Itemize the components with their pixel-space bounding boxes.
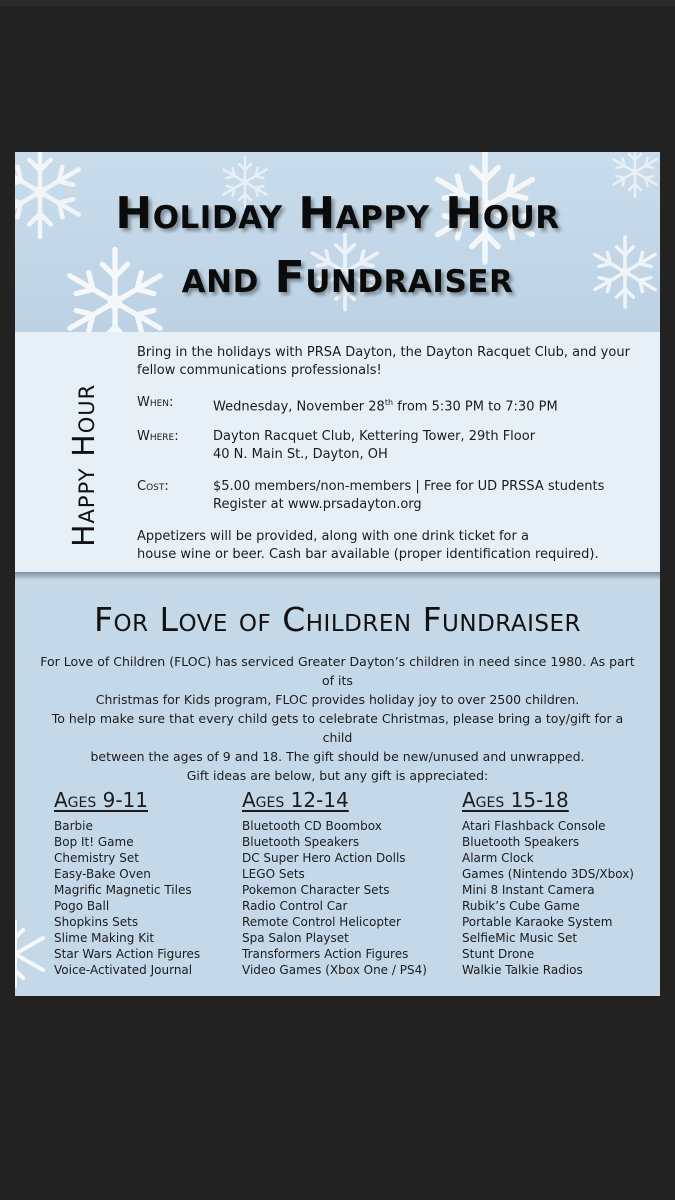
gift-item: Transformers Action Figures	[242, 947, 409, 961]
column-heading: Ages 9-11	[54, 788, 149, 812]
fundraiser-paragraph-2	[40, 709, 635, 785]
gift-item: Pogo Ball	[54, 899, 110, 913]
section-divider	[15, 572, 660, 580]
para1-line-2: Christmas for Kids program, FLOC provides holiday joy to over 2500 children.	[95, 692, 580, 707]
when-value	[213, 394, 558, 416]
happy-hour-panel	[15, 332, 660, 572]
gift-list	[54, 818, 200, 978]
note-line-1: Appetizers will be provided, along with one drink ticket for a	[137, 529, 529, 544]
gift-item: Barbie	[54, 819, 93, 833]
where-line-1: Dayton Racquet Club, Kettering Tower, 29th Floor	[213, 429, 536, 444]
gift-list	[462, 818, 634, 978]
gift-item: Rubik’s Cube Game	[462, 899, 580, 913]
note-line-2: house wine or beer. Cash bar available (proper identification required).	[137, 547, 599, 562]
title-line-2: and Fundraiser	[181, 252, 514, 303]
gift-item: Magrific Magnetic Tiles	[54, 883, 192, 897]
cost-line-2: Register at www.prsadayton.org	[213, 497, 422, 512]
when-label: When:	[137, 395, 174, 410]
gift-column-ages-15-18	[462, 788, 634, 978]
cost-value	[213, 478, 604, 514]
when-time: from 5:30 PM to 7:30 PM	[393, 399, 558, 415]
snowflake-icon	[15, 912, 55, 996]
gift-item: Pokemon Character Sets	[242, 883, 390, 897]
when-date: Wednesday, November 28	[213, 399, 385, 415]
cost-line-1: $5.00 members/non-members | Free for UD PRSSA students	[213, 479, 605, 494]
gift-item: Shopkins Sets	[54, 915, 139, 929]
cost-row	[137, 478, 604, 514]
gift-item: Remote Control Helicopter	[242, 915, 401, 929]
gift-column-ages-9-11	[54, 788, 200, 978]
gift-item: Easy-Bake Oven	[54, 867, 151, 881]
gift-item: Voice-Activated Journal	[54, 963, 193, 977]
gift-item: Walkie Talkie Radios	[462, 963, 583, 977]
where-label: Where:	[137, 429, 179, 444]
gift-item: SelfieMic Music Set	[462, 931, 578, 945]
para1-line-1: For Love of Children (FLOC) has serviced Greater Dayton’s children in need since 1980. As part of its	[40, 654, 635, 688]
gift-list	[242, 818, 427, 978]
gift-item: Slime Making Kit	[54, 931, 155, 945]
cost-label: Cost:	[137, 479, 169, 494]
para2-line-1: To help make sure that every child gets to celebrate Christmas, please bring a toy/gift for a child	[51, 711, 624, 745]
gift-item: Chemistry Set	[54, 851, 139, 865]
gift-item: Video Games (Xbox One / PS4)	[242, 963, 427, 977]
happy-hour-intro: Bring in the holidays with PRSA Dayton, the Dayton Racquet Club, and your fellow communications professionals!	[137, 345, 630, 378]
gift-column-ages-12-14	[242, 788, 427, 978]
column-heading: Ages 12-14	[242, 788, 349, 812]
snowflake-background	[15, 152, 660, 332]
gift-item: Spa Salon Playset	[242, 931, 349, 945]
gift-item: Portable Karaoke System	[462, 915, 613, 929]
gift-item: Bluetooth Speakers	[242, 835, 360, 849]
column-heading: Ages 15-18	[462, 788, 569, 812]
gift-item: Alarm Clock	[462, 851, 534, 865]
gift-item: Bluetooth Speakers	[462, 835, 580, 849]
flyer	[15, 152, 660, 996]
gift-item: DC Super Hero Action Dolls	[242, 851, 406, 865]
gift-item: Bop It! Game	[54, 835, 134, 849]
gift-item: Bluetooth CD Boombox	[242, 819, 382, 833]
para2-line-3: Gift ideas are below, but any gift is appreciated:	[186, 768, 489, 783]
happy-hour-note	[137, 528, 637, 564]
gift-item: LEGO Sets	[242, 867, 305, 881]
where-value	[213, 428, 535, 464]
fundraiser-paragraph-1	[40, 652, 635, 709]
title-line-1: Holiday Happy Hour	[115, 188, 560, 239]
when-date-suffix: th	[384, 398, 394, 407]
para2-line-2: between the ages of 9 and 18. The gift should be new/unused and unwrapped.	[90, 749, 585, 764]
flyer-header	[15, 152, 660, 332]
gift-item: Atari Flashback Console	[462, 819, 606, 833]
gift-item: Radio Control Car	[242, 899, 348, 913]
when-row	[137, 394, 558, 416]
gift-item: Mini 8 Instant Camera	[462, 883, 595, 897]
happy-hour-side-label: Happy Hour	[67, 383, 102, 547]
top-bar	[0, 0, 675, 6]
fundraiser-title: For Love of Children Fundraiser	[94, 600, 581, 639]
where-row	[137, 428, 535, 464]
gift-item: Stunt Drone	[462, 947, 535, 961]
gift-item: Star Wars Action Figures	[54, 947, 201, 961]
where-line-2: 40 N. Main St., Dayton, OH	[213, 447, 388, 462]
gift-item: Games (Nintendo 3DS/Xbox)	[462, 867, 634, 881]
